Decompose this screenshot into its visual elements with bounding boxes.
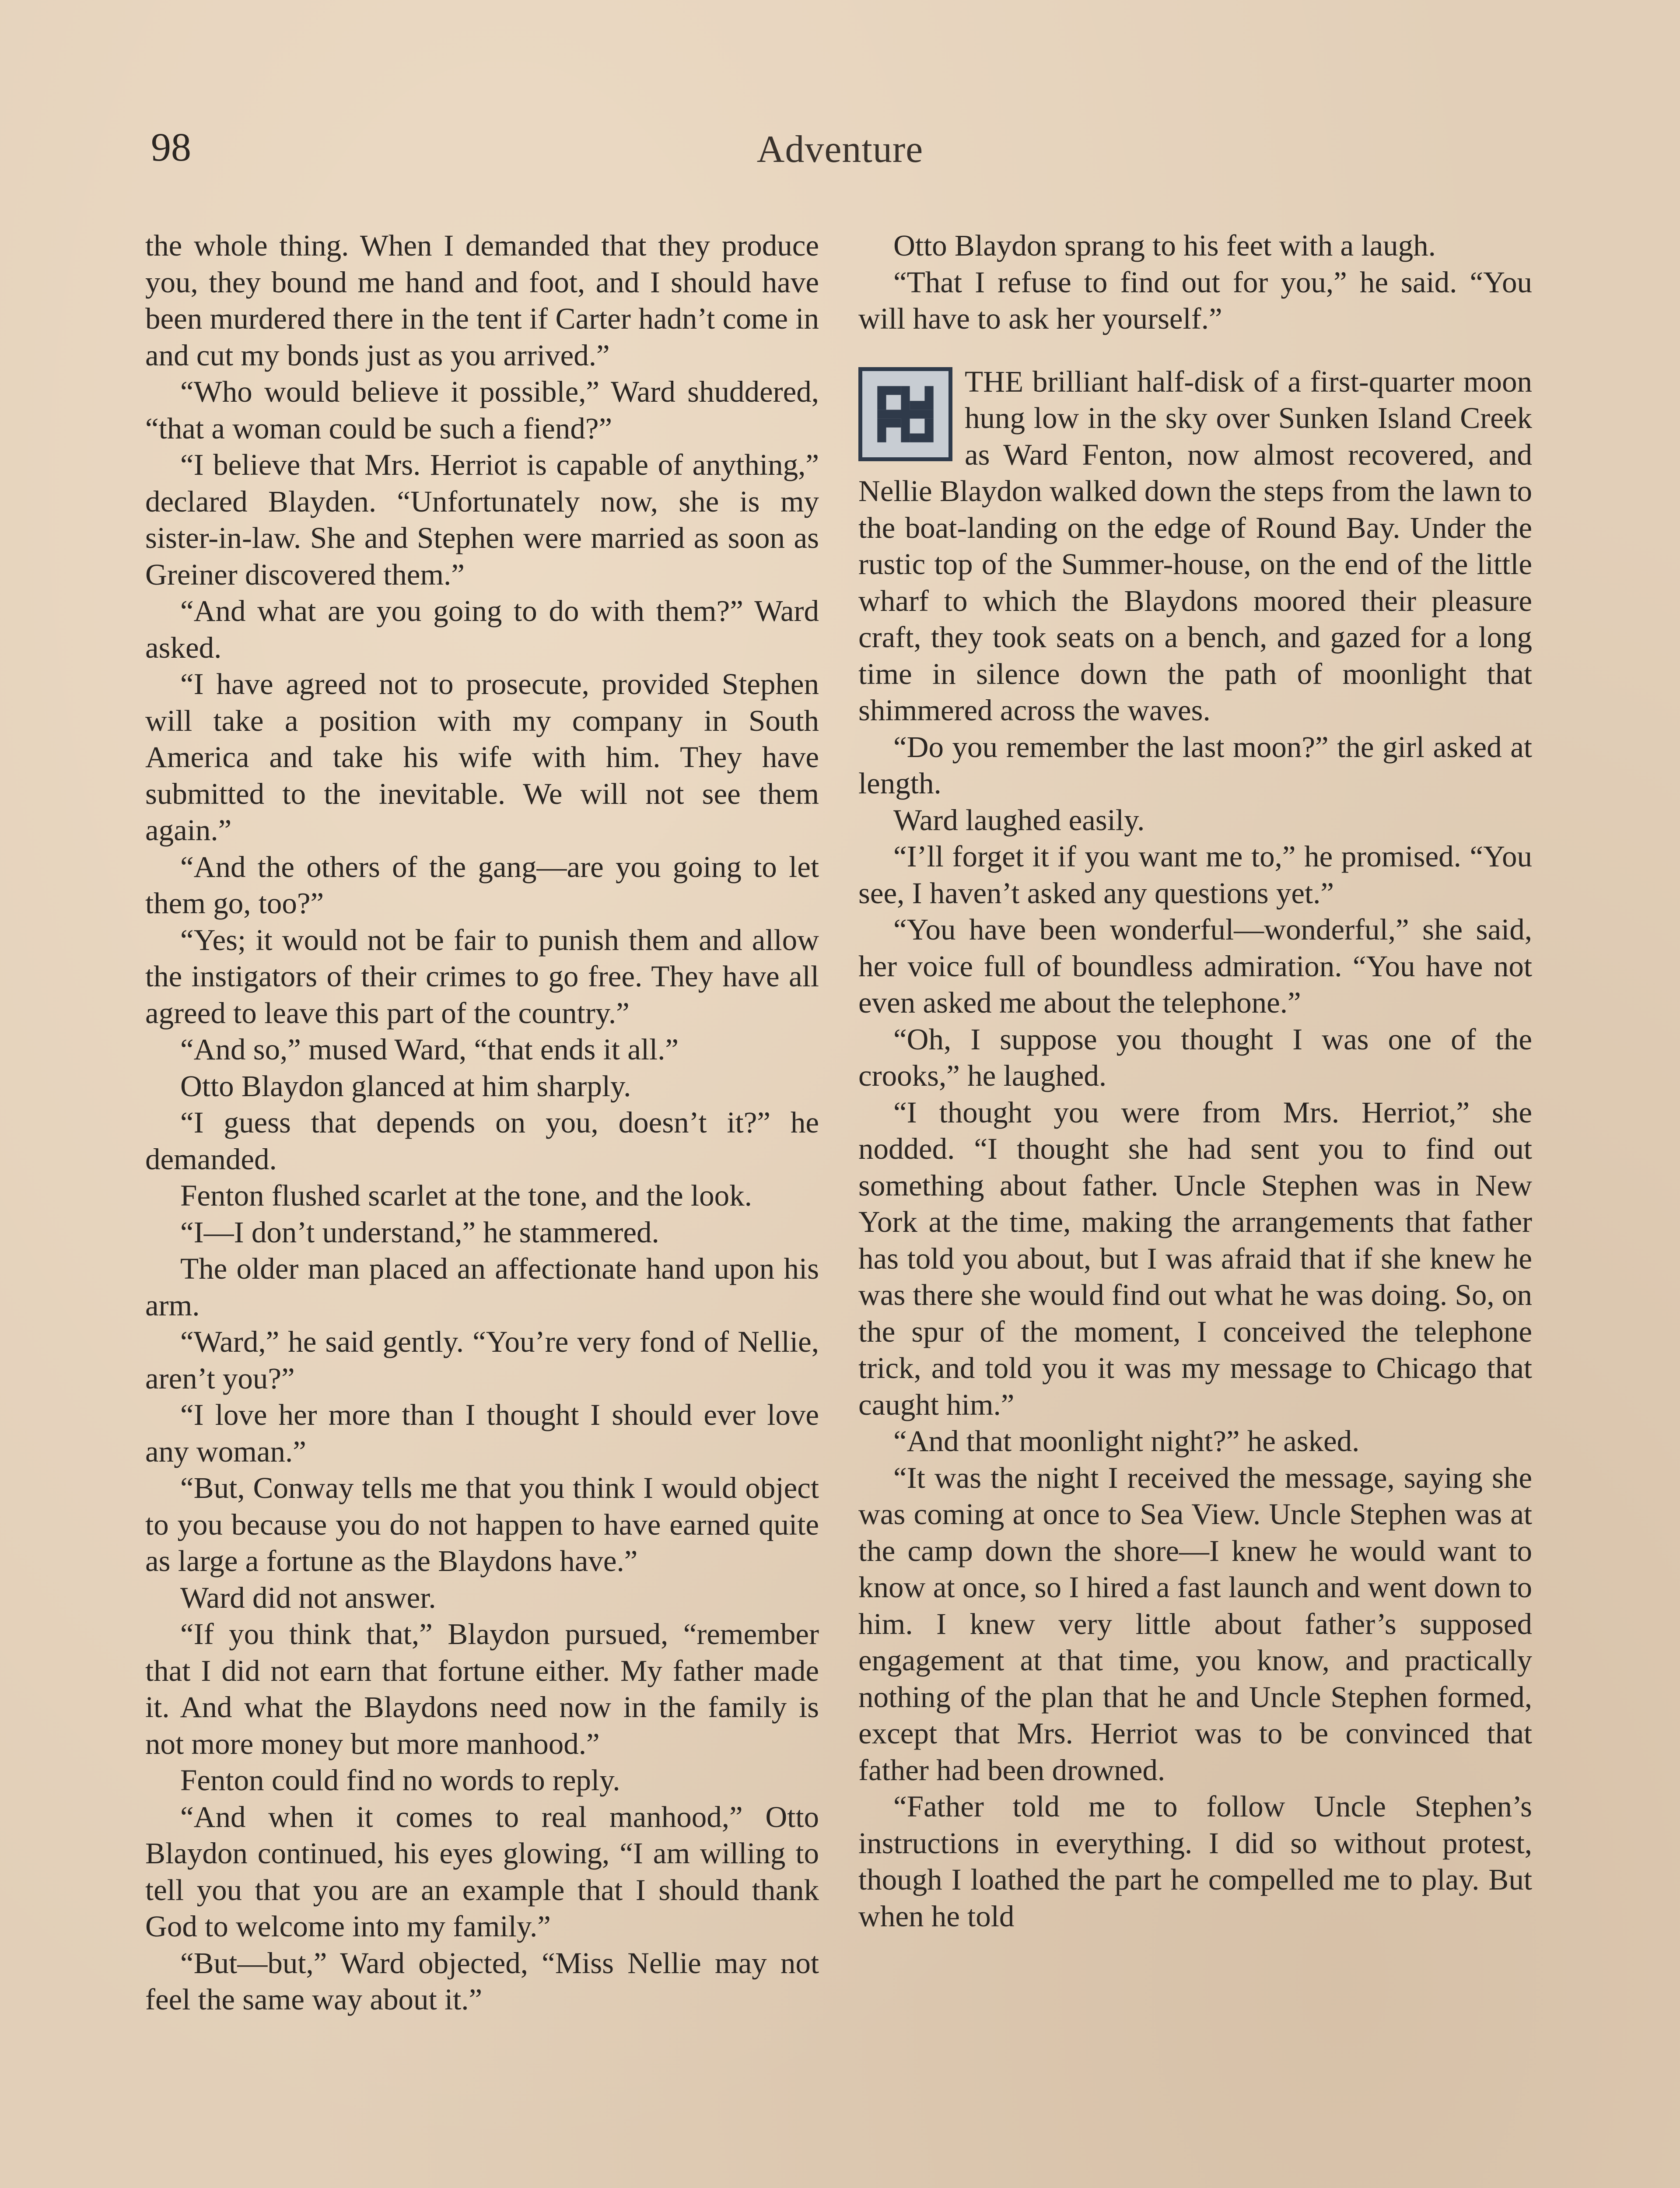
section-text: THE brilliant half-disk of a first-quarter moon hung low in the sky over Sunken Island Creek as Ward Fenton, now almost recovered, and Nellie Blaydon walked down the steps from the lawn to the boat-landing on the edge of Round Bay. Under the rustic top of the Summer-house, on the end of the little wharf to which the Blaydons moored their pleasure craft, they took seats on a bench, and gazed for a long time in silence down the path of moonlight that shimmered across the waves. bbox=[858, 365, 1532, 727]
paragraph: “I—I don’t understand,” he stammered. bbox=[180, 1215, 659, 1249]
paragraph: “I have agreed not to prosecute, provided Stephen will take a position with my company in South America and take his wife with him. They have submitted to the inevitable. We will not see them again.” bbox=[145, 667, 819, 847]
paragraph: “And so,” mused Ward, “that ends it all.” bbox=[180, 1033, 679, 1066]
paragraph: “Who would believe it possible,” Ward shuddered, “that a woman could be such a fiend?” bbox=[145, 375, 819, 445]
paragraph: “But—but,” Ward objected, “Miss Nellie may not feel the same way about it.” bbox=[145, 1946, 819, 2016]
paragraph: “And what are you going to do with them?” Ward asked. bbox=[145, 594, 819, 664]
paragraph: Otto Blaydon glanced at him sharply. bbox=[180, 1069, 631, 1103]
paragraph: “That I refuse to find out for you,” he said. “You will have to ask her yourself.” bbox=[858, 265, 1532, 335]
page-number: 98 bbox=[151, 125, 191, 169]
paragraph: “I thought you were from Mrs. Herriot,” she nodded. “I thought she had sent you to find out something about father. Uncle Stephen was in New York at the time, making the arrangements that father has told you about, but I was afraid that if she knew he was there she would find out what he was doing. So, on the spur of the moment, I conceived the telephone trick, and told you it was my message to Chicago that caught him.” bbox=[858, 1095, 1532, 1421]
running-head: Adventure bbox=[756, 128, 924, 171]
paragraph: “I guess that depends on you, doesn’t it?” he demanded. bbox=[145, 1106, 819, 1176]
paragraph: Ward laughed easily. bbox=[893, 803, 1145, 837]
paragraph: Ward did not answer. bbox=[180, 1581, 436, 1614]
paragraph: “And the others of the gang—are you going to let them go, too?” bbox=[145, 850, 819, 920]
swastika-ornament-icon-graphic bbox=[868, 377, 942, 451]
left-column bbox=[145, 228, 819, 2018]
paragraph: Fenton could find no words to reply. bbox=[180, 1764, 620, 1797]
paragraph: The older man placed an affectionate hand upon his arm. bbox=[145, 1252, 819, 1322]
paragraph: “You have been wonderful—wonderful,” she said, her voice full of boundless admiration. “You have not even asked me about the telephone.” bbox=[858, 913, 1532, 1019]
paragraph: “Do you remember the last moon?” the girl asked at length. bbox=[858, 730, 1532, 800]
paragraph: “If you think that,” Blaydon pursued, “remember that I did not earn that fortune either. My father made it. And what the Blaydons need now in the family is not more money but more manhood.” bbox=[145, 1617, 819, 1760]
paragraph: “It was the night I received the message, saying she was coming at once to Sea View. Uncle Stephen was at the camp down the shore—I knew he would want to know at once, so I hired a fast launch and went down to him. I knew very little about father’s supposed engagement at that time, you know, and practically nothing of the plan that he and Uncle Stephen formed, except that Mrs. Herriot was to be convinced that father had been drowned. bbox=[858, 1461, 1532, 1787]
paragraph: “But, Conway tells me that you think I would object to you because you do not happen to have earned quite as large a fortune as the Blaydons have.” bbox=[145, 1471, 819, 1578]
paragraph: “Ward,” he said gently. “You’re very fond of Nellie, aren’t you?” bbox=[145, 1325, 819, 1395]
paragraph: “I’ll forget it if you want me to,” he promised. “You see, I haven’t asked any questions yet.” bbox=[858, 840, 1532, 910]
paragraph: “I love her more than I thought I should ever love any woman.” bbox=[145, 1398, 819, 1468]
paragraph: “And that moonlight night?” he asked. bbox=[893, 1424, 1360, 1458]
paragraph: “Oh, I suppose you thought I was one of the crooks,” he laughed. bbox=[858, 1022, 1532, 1092]
paragraph: Otto Blaydon sprang to his feet with a laugh. bbox=[893, 229, 1436, 262]
paragraph: “I believe that Mrs. Herriot is capable of anything,” declared Blayden. “Unfortunately now, she is my sister-in-law. She and Stephen were married as soon as Greiner discovered them.” bbox=[145, 448, 819, 591]
paragraph: “Yes; it would not be fair to punish them and allow the instigators of their crimes to go free. They have all agreed to leave this part of the country.” bbox=[145, 923, 819, 1030]
paragraph: “Father told me to follow Uncle Stephen’s instructions in everything. I did so without protest, though I loathed the part he compelled me to play. But when he told bbox=[858, 1790, 1532, 1933]
swastika-ornament-icon bbox=[858, 367, 952, 461]
paragraph: the whole thing. When I demanded that they produce you, they bound me hand and foot, and I should have been murdered there in the tent if Carter hadn’t come in and cut my bonds just as you arrived.” bbox=[145, 229, 819, 372]
right-column bbox=[858, 228, 1532, 1935]
paragraph: “And when it comes to real manhood,” Otto Blaydon continued, his eyes glowing, “I am willing to tell you that you are an example that I should thank God to welcome into my family.” bbox=[145, 1800, 819, 1943]
paragraph: Fenton flushed scarlet at the tone, and the look. bbox=[180, 1179, 752, 1212]
section-opening-paragraph bbox=[858, 364, 1532, 729]
